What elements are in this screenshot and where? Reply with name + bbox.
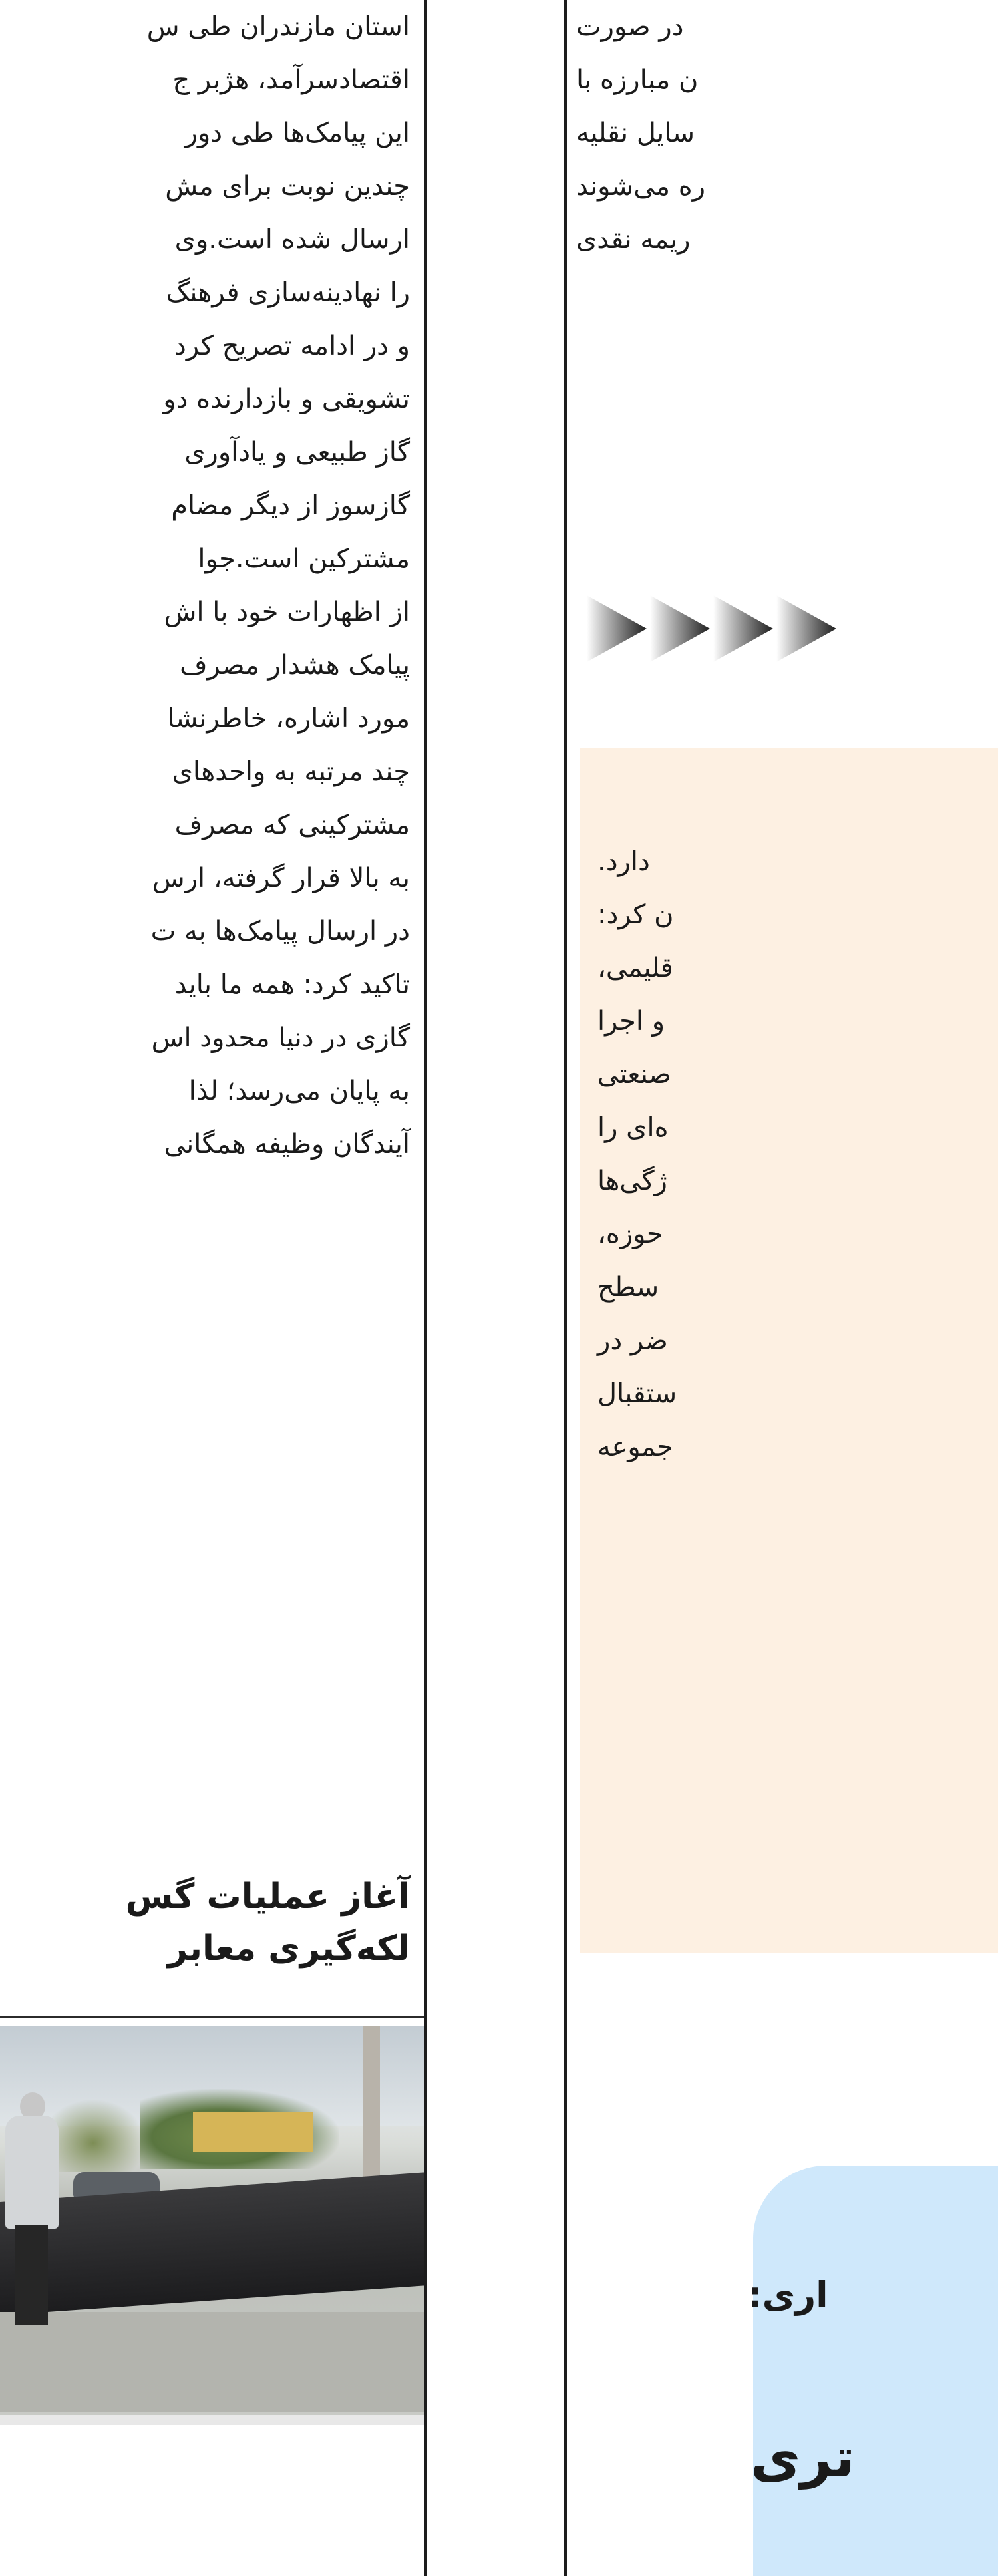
article-body-line: تاکید کرد: همه ما باید xyxy=(174,969,410,1000)
article-body-line: را نهادینه‌سازی فرهنگ xyxy=(166,277,410,308)
chevron-arrow-icon xyxy=(587,592,840,665)
article-body-line: آیندگان وظیفه همگانی xyxy=(164,1129,410,1160)
photo-divider xyxy=(0,2415,424,2425)
photo-worker xyxy=(15,2225,48,2325)
article-body-line: پیامک هشدار مصرف xyxy=(180,650,410,681)
info-box-line: دارد. xyxy=(597,846,650,877)
side-text-line: ن مبارزه با xyxy=(576,65,699,95)
article-body-line: ارسال شده است.وی xyxy=(174,224,410,255)
article-body-line: استان مازندران طی س xyxy=(146,11,410,42)
photo-sidewalk xyxy=(0,2312,424,2412)
article-body xyxy=(0,0,410,1171)
side-column xyxy=(567,0,998,2576)
info-box xyxy=(580,748,998,1953)
info-box-line: ژگی‌ها xyxy=(597,1166,667,1196)
callout-title: تری xyxy=(750,2426,855,2490)
chevron-arrow-icon xyxy=(776,595,836,662)
article-body-line: در ارسال پیامک‌ها به ت xyxy=(150,916,410,947)
article-body-line: اقتصادسرآمد، هژبر ج xyxy=(172,65,410,95)
article-body-line: مشترکین است.جوا xyxy=(198,544,410,574)
article-body-line: و در ادامه تصریح کرد xyxy=(174,331,410,361)
headline-line: لکه‌گیری معابر xyxy=(168,1929,410,1969)
side-text-line: در صورت xyxy=(576,11,684,42)
article-body-line: به بالا قرار گرفته، ارس xyxy=(152,863,410,893)
info-box-line: ه‌ای را xyxy=(597,1112,669,1143)
info-box-line: قلیمی، xyxy=(597,953,673,983)
callout-kicker: اری: xyxy=(748,2274,828,2316)
article-column xyxy=(0,0,424,2576)
article-body-line: گاز طبیعی و یادآوری xyxy=(184,437,410,468)
article-body-line: به پایان می‌رسد؛ لذا xyxy=(188,1076,410,1106)
article-body-line: مورد اشاره، خاطرنشا xyxy=(167,703,410,734)
info-box-line: جموعه xyxy=(597,1432,673,1462)
article-body-line: این پیامک‌ها طی دور xyxy=(184,118,410,148)
info-box-line: ن کرد: xyxy=(597,899,674,930)
article-headline xyxy=(0,1871,410,1975)
info-box-line: و اجرا xyxy=(597,1006,665,1037)
street-repair-photo xyxy=(0,2026,424,2425)
article-body-line: چندین نوبت برای مش xyxy=(165,171,410,202)
info-box-text xyxy=(597,835,983,1474)
info-box-line: صنعتی xyxy=(597,1059,671,1090)
side-text-line: سایل نقلیه xyxy=(576,118,695,148)
photo-fresh-asphalt xyxy=(0,2172,424,2315)
side-text-line: ریمه نقدی xyxy=(576,224,691,255)
info-box-line: ستقبال xyxy=(597,1378,677,1409)
article-body-line: مشترکینی که مصرف xyxy=(174,810,410,840)
photo-worker xyxy=(5,2116,59,2229)
photo-building xyxy=(193,2112,313,2152)
column-gutter xyxy=(427,0,564,2576)
info-box-line: حوزه، xyxy=(597,1219,663,1249)
article-body-line: چند مرتبه به واحدهای xyxy=(172,756,410,787)
chevron-arrow-icon xyxy=(650,595,710,662)
article-body-line: از اظهارات خود با اش xyxy=(164,597,410,627)
info-box-line: سطح xyxy=(597,1272,659,1303)
side-article-text xyxy=(576,0,989,266)
side-text-line: ره می‌شوند xyxy=(576,171,706,202)
article-body-line: گازسوز از دیگر مضام xyxy=(171,490,410,521)
article-body-line: تشویقی و بازدارنده دو xyxy=(163,384,410,414)
photo-top-rule xyxy=(0,2016,424,2018)
chevron-arrow-icon xyxy=(587,595,647,662)
headline-line: آغاز عملیات گس xyxy=(125,1877,410,1917)
info-box-line: ضر در xyxy=(597,1325,668,1356)
chevron-arrow-icon xyxy=(713,595,773,662)
callout-box xyxy=(748,2166,998,2576)
article-body-line: گازی در دنیا محدود اس xyxy=(151,1023,410,1053)
